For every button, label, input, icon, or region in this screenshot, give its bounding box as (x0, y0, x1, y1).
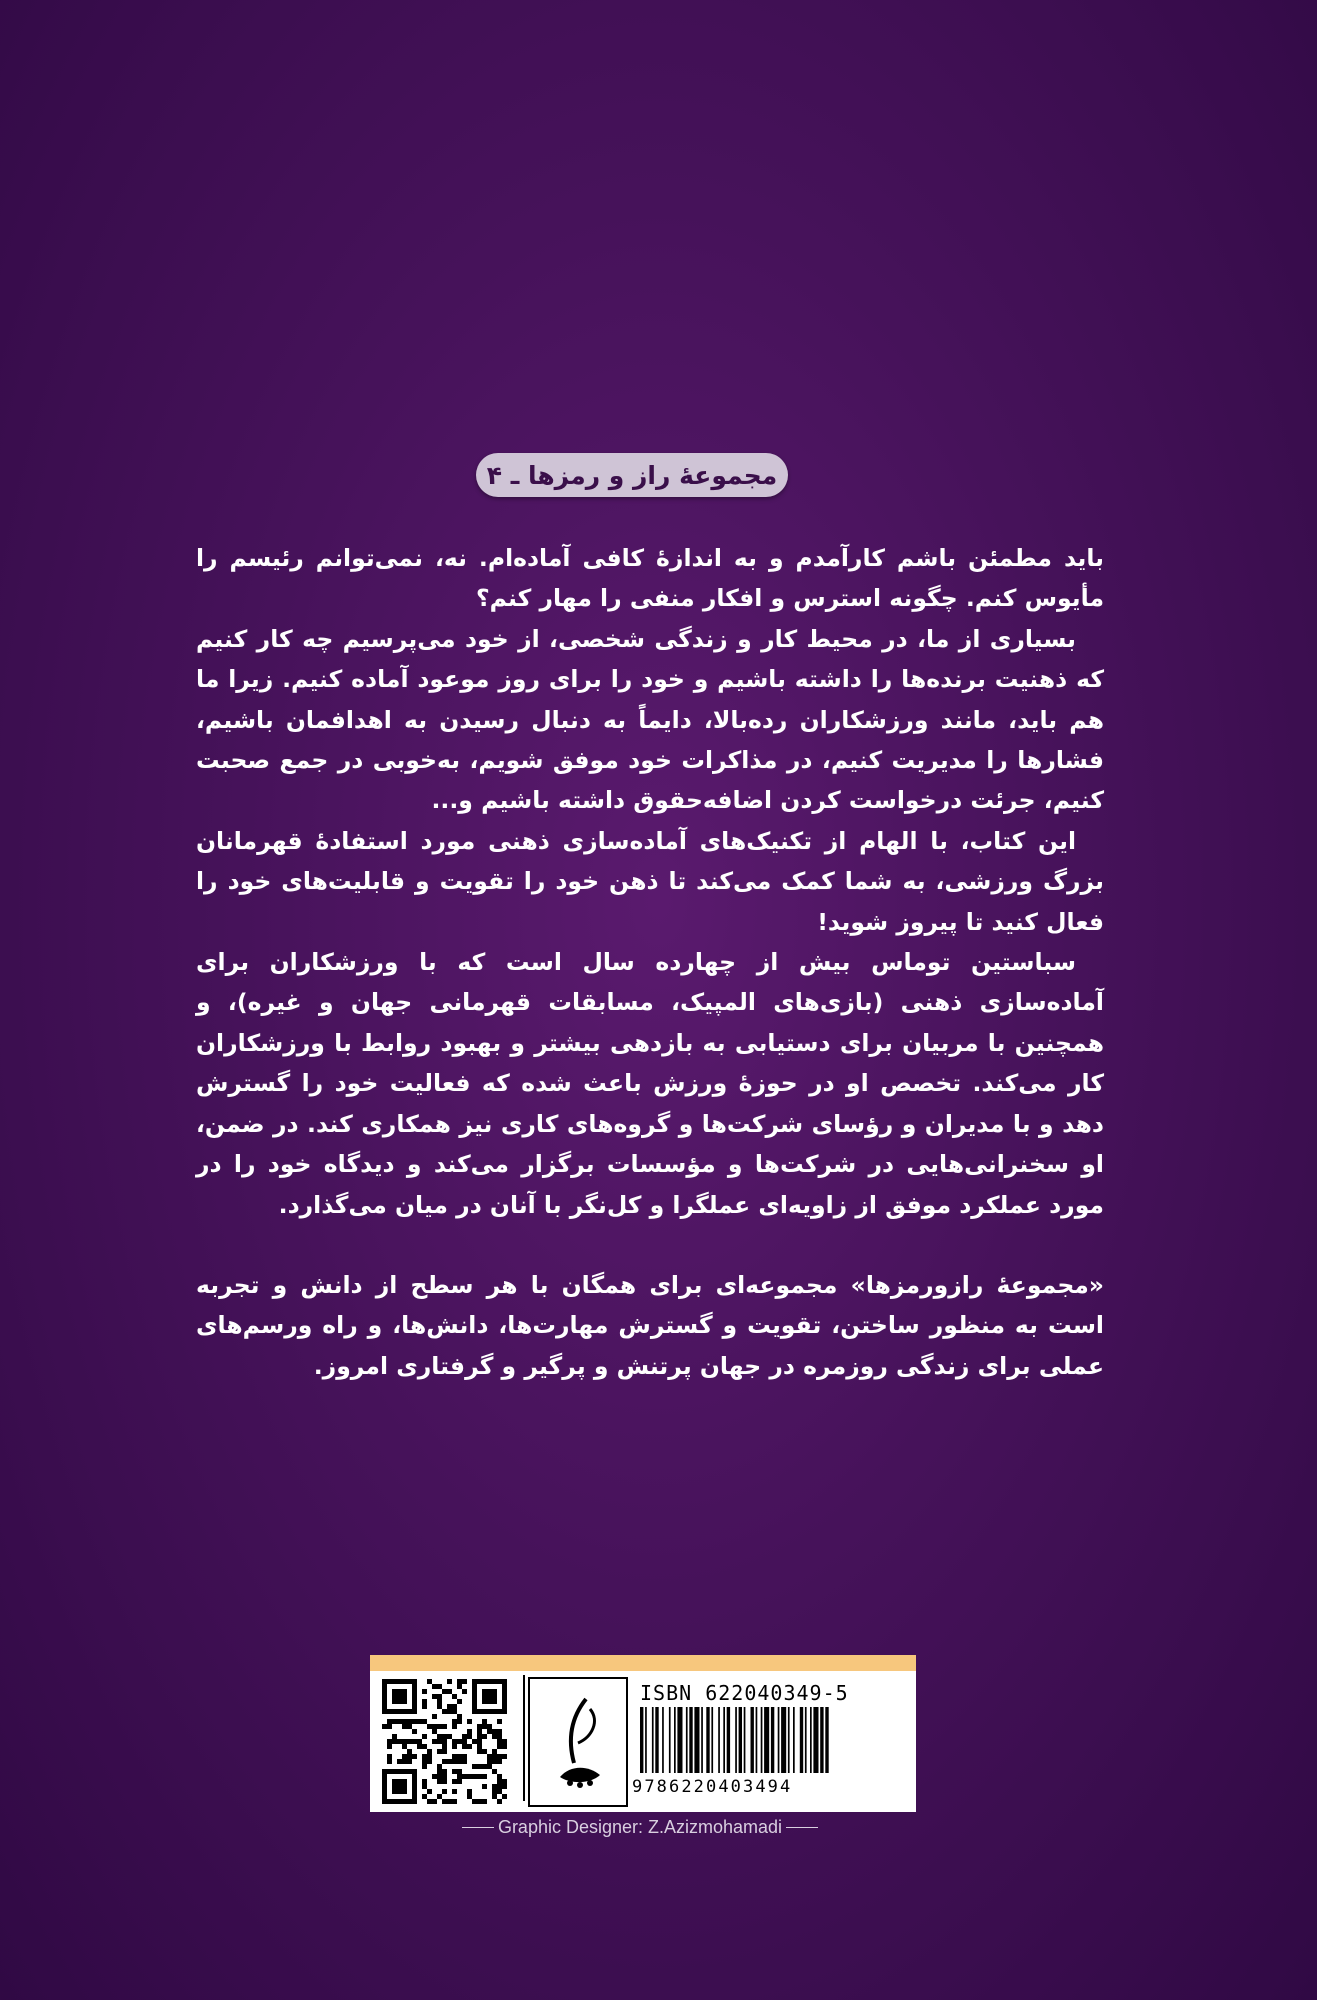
paragraph-many-of-us: بسیاری از ما، در محیط کار و زندگی شخصی، از خود می‌پرسیم چه کار کنیم که ذهنیت برنده‌ها را داشته باشیم و خود را برای روز موعود آماده کنیم. زیرا ما هم باید، مانند ورزشکاران رده‌بالا، دایماً به دنبال رسیدن به اهدافمان باشیم، فشارها را مدیریت کنیم، در مذاکرات خود موفق شویم، به‌خوبی در جمع صحبت کنیم، جرئت درخواست کردن اضافه‌حقوق داشته باشیم و... (196, 624, 1104, 815)
paragraph-intro: باید مطمئن باشم کارآمدم و به اندازۀ کافی آماده‌ام. نه، نمی‌توانم رئیسم را مأیوس کنم. چگونه استرس و افکار منفی را مهار کنم؟ (196, 544, 1104, 613)
divider (523, 1675, 525, 1801)
qr-code-icon (374, 1677, 516, 1805)
series-label: مجموعۀ راز و رمزها ـ ۴ (476, 453, 788, 497)
paragraph-this-book: این کتاب، با الهام از تکنیک‌های آماده‌سازی ذهنی مورد استفادۀ قهرمانان بزرگ ورزشی، به شما کمک می‌کند تا ذهن خود را تقویت و قابلیت‌های خود را فعال کنید تا پیروز شوید! (196, 826, 1104, 936)
publisher-logo-icon (528, 1677, 628, 1807)
barcode-icon (638, 1707, 908, 1775)
barcode-number: 9786220403494 (632, 1777, 793, 1797)
credit-rule-right (786, 1827, 818, 1828)
paragraph-author-bio: سباستین توماس بیش از چهارده سال است که با ورزشکاران برای آماده‌سازی ذهنی (بازی‌های المپیک، مسابقات قهرمانی جهان و غیره)، و همچنین با مربیان برای دستیابی به بازدهی بیشتر و بهبود روابط با ورزشکاران کار می‌کند. تخصص او در حوزۀ ورزش باعث شده که فعالیت خود را گسترش دهد و با مدیران و رؤسای شرکت‌ها و گروه‌های کاری نیز همکاری کند. در ضمن، او سخنرانی‌هایی در شرکت‌ها و مؤسسات برگزار می‌کند و دیدگاه خود را در مورد عملکرد موفق از زاویه‌ای عملگرا و کل‌نگر با آنان در میان می‌گذارد. (196, 948, 1104, 1219)
isbn-text: ISBN 622040349-5 (640, 1681, 849, 1705)
isbn-block (370, 1655, 916, 1812)
designer-credit-line (440, 1817, 840, 1838)
credit-rule-left (462, 1827, 494, 1828)
blurb-text (196, 538, 1104, 1386)
paragraph-series-description: «مجموعۀ رازورمزها» مجموعه‌ای برای همگان با هر سطح از دانش و تجربه است به منظور ساختن، تقویت و گسترش مهارت‌ها، دانش‌ها، و راه ورسم‌های عملی برای زندگی روزمره در جهان پرتنش و پرگیر و گرفتاری امروز. (196, 1270, 1104, 1380)
designer-credit: Graphic Designer: Z.Azizmohamadi (497, 1817, 783, 1837)
